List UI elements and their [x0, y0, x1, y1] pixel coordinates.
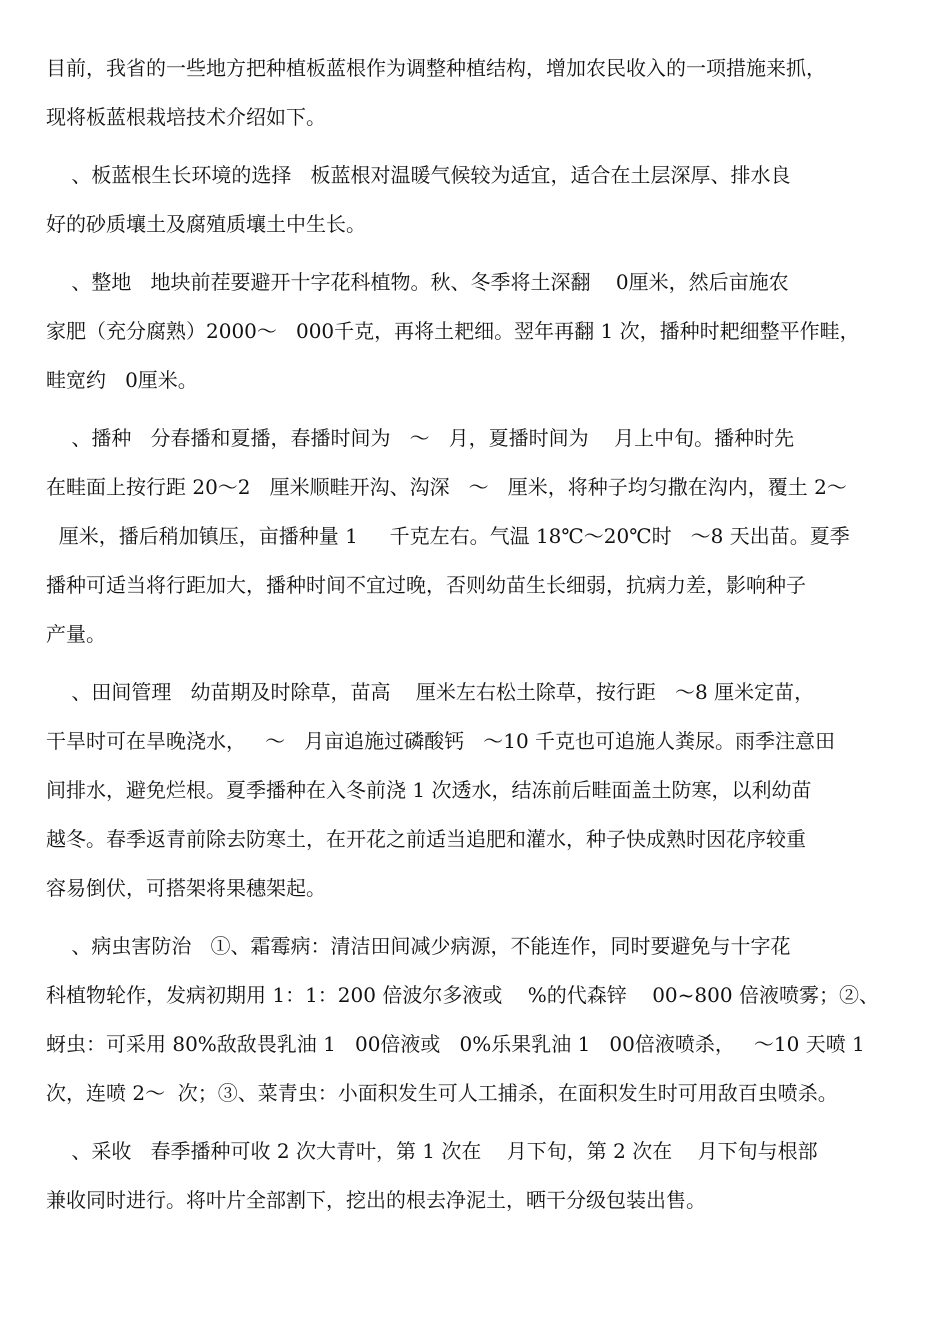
text-line: 目前，我省的一些地方把种植板蓝根作为调整种植结构，增加农民收入的一项措施来抓，: [46, 56, 826, 80]
paragraph-environment: [46, 151, 908, 249]
text-line: 畦宽约 0厘米。: [46, 368, 198, 392]
text-line: 厘米，播后稍加镇压，亩播种量 1 千克左右。气温 18℃～20℃时 ～8 天出苗。夏季: [46, 524, 850, 548]
text-line: 间排水，避免烂根。夏季播种在入冬前浇 1 次透水，结冻前后畦面盖土防寒，以利幼苗: [46, 778, 812, 802]
paragraph-land-preparation: [46, 258, 908, 405]
text-line: 兼收同时进行。将叶片全部割下，挖出的根去净泥土，晒干分级包装出售。: [46, 1188, 706, 1212]
text-line: 、整地 地块前茬要避开十字花科植物。秋、冬季将土深翻 0厘米，然后亩施农: [46, 270, 789, 294]
text-line: 家肥（充分腐熟）2000～ 000千克，再将土耙细。翌年再翻 1 次，播种时耙细整平作畦，: [46, 319, 860, 343]
paragraph-intro: [46, 44, 908, 142]
paragraph-harvest: [46, 1127, 908, 1225]
text-line: 产量。: [46, 622, 106, 646]
text-line: 干旱时可在旱晚浇水， ～ 月亩追施过磷酸钙 ～10 千克也可追施人粪尿。雨季注意田: [46, 729, 836, 753]
text-line: 、播种 分春播和夏播，春播时间为 ～ 月，夏播时间为 月上中旬。播种时先: [46, 426, 795, 450]
text-line: 、病虫害防治 ①、霜霉病：清洁田间减少病源，不能连作，同时要避免与十字花: [46, 934, 791, 958]
text-line: 科植物轮作，发病初期用 1：1：200 倍波尔多液或 %的代森锌 00~800 倍液喷雾；②、: [46, 983, 879, 1007]
text-line: 现将板蓝根栽培技术介绍如下。: [46, 105, 326, 129]
paragraph-field-management: [46, 668, 908, 913]
text-line: 蚜虫：可采用 80%敌敌畏乳油 1 00倍液或 0%乐果乳油 1 00倍液喷杀， ～10 天喷 1: [46, 1032, 865, 1056]
text-line: 越冬。春季返青前除去防寒土，在开花之前适当追肥和灌水，种子快成熟时因花序较重: [46, 827, 806, 851]
text-line: 播种可适当将行距加大，播种时间不宜过晚，否则幼苗生长细弱，抗病力差，影响种子: [46, 573, 806, 597]
text-line: 、采收 春季播种可收 2 次大青叶，第 1 次在 月下旬，第 2 次在 月下旬与根部: [46, 1139, 818, 1163]
text-line: 好的砂质壤土及腐殖质壤土中生长。: [46, 212, 366, 236]
document-body: [46, 44, 908, 1225]
text-line: 在畦面上按行距 20～2 厘米顺畦开沟、沟深 ～ 厘米，将种子均匀撒在沟内，覆土 2～: [46, 475, 847, 499]
text-line: 、板蓝根生长环境的选择 板蓝根对温暖气候较为适宜，适合在土层深厚、排水良: [46, 163, 791, 187]
paragraph-pest-control: [46, 922, 908, 1118]
text-line: 容易倒伏，可搭架将果穗架起。: [46, 876, 326, 900]
text-line: 次，连喷 2～ 次；③、菜青虫：小面积发生可人工捕杀，在面积发生时可用敌百虫喷杀。: [46, 1081, 838, 1105]
paragraph-sowing: [46, 414, 908, 659]
text-line: 、田间管理 幼苗期及时除草，苗高 厘米左右松土除草，按行距 ～8 厘米定苗，: [46, 680, 815, 704]
